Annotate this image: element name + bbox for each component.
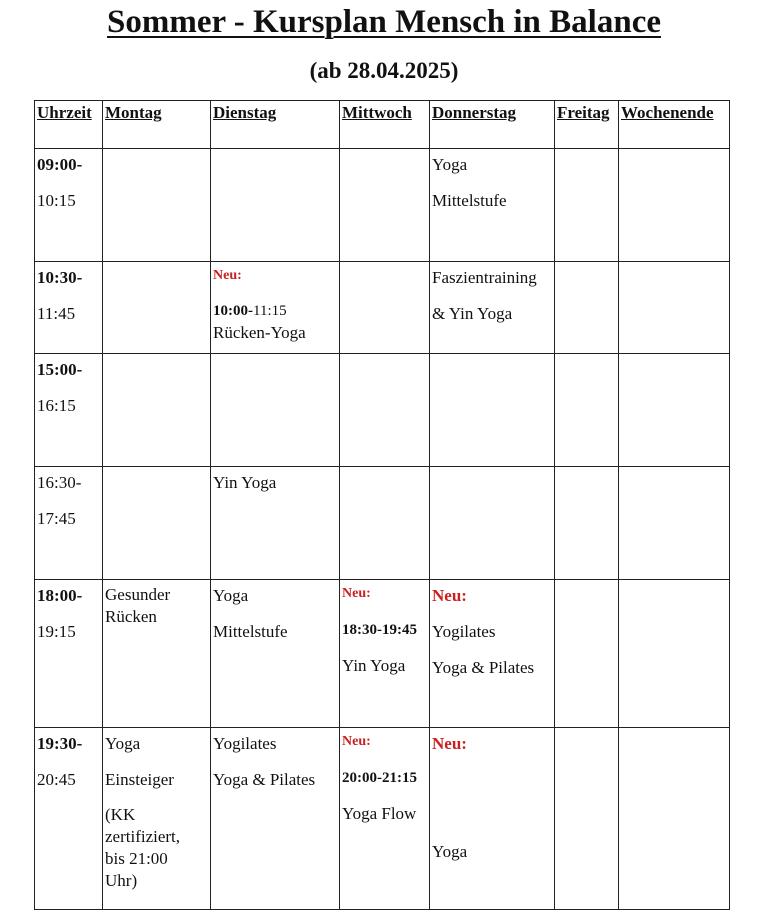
- new-label: Neu:: [432, 734, 467, 753]
- cell-friday: [555, 354, 619, 467]
- cell-tuesday: [211, 149, 340, 262]
- cell-monday: [103, 262, 211, 354]
- cell-tuesday: Yin Yoga: [211, 467, 340, 580]
- page-subtitle: (ab 28.04.2025): [309, 58, 459, 83]
- cell-friday: [555, 728, 619, 910]
- cell-weekend: [619, 262, 730, 354]
- time-cell: 19:30- 20:45: [35, 728, 103, 910]
- header-monday: Montag: [103, 101, 211, 149]
- cell-friday: [555, 580, 619, 728]
- time-cell: 10:30- 11:45: [35, 262, 103, 354]
- new-label: Neu:: [342, 586, 371, 601]
- cell-thursday: Neu: Yogilates Yoga & Pilates: [430, 580, 555, 728]
- cell-monday: [103, 354, 211, 467]
- time-cell: 16:30- 17:45: [35, 467, 103, 580]
- cell-tuesday: [211, 354, 340, 467]
- cell-tuesday: Yoga Mittelstufe: [211, 580, 340, 728]
- header-row: [35, 101, 730, 149]
- cell-wednesday: Neu: 20:00-21:15 Yoga Flow: [340, 728, 430, 910]
- cell-wednesday: [340, 262, 430, 354]
- cell-friday: [555, 262, 619, 354]
- header-wednesday: Mittwoch: [340, 101, 430, 149]
- table-row: [35, 262, 730, 354]
- cell-wednesday: [340, 467, 430, 580]
- cell-monday: Yoga Einsteiger (KK zertifiziert, bis 21:00 Uhr): [103, 728, 211, 910]
- cell-thursday: Yoga Mittelstufe: [430, 149, 555, 262]
- cell-weekend: [619, 728, 730, 910]
- table-row: [35, 728, 730, 910]
- cell-monday: Gesunder Rücken: [103, 580, 211, 728]
- cell-monday: [103, 149, 211, 262]
- new-label: Neu:: [432, 586, 467, 605]
- cell-weekend: [619, 354, 730, 467]
- header-tuesday: Dienstag: [211, 101, 340, 149]
- course-schedule-table: [34, 100, 730, 910]
- table-row: [35, 149, 730, 262]
- cell-thursday: [430, 467, 555, 580]
- time-cell: 18:00- 19:15: [35, 580, 103, 728]
- cell-wednesday: [340, 354, 430, 467]
- page-title: Sommer - Kursplan Mensch in Balance: [107, 4, 661, 40]
- time-cell: 09:00- 10:15: [35, 149, 103, 262]
- header-friday: Freitag: [555, 101, 619, 149]
- header-weekend: Wochenende: [619, 101, 730, 149]
- cell-weekend: [619, 467, 730, 580]
- cell-friday: [555, 149, 619, 262]
- cell-wednesday: Neu: 18:30-19:45 Yin Yoga: [340, 580, 430, 728]
- time-cell: 15:00- 16:15: [35, 354, 103, 467]
- table-row: [35, 580, 730, 728]
- table-row: [35, 354, 730, 467]
- header-time: Uhrzeit: [35, 101, 103, 149]
- cell-thursday: [430, 354, 555, 467]
- cell-tuesday: Neu: 10:00-11:15 Rücken-Yoga: [211, 262, 340, 354]
- header-thursday: Donnerstag: [430, 101, 555, 149]
- table-row: [35, 467, 730, 580]
- cell-thursday: Neu: Yoga: [430, 728, 555, 910]
- cell-thursday: Faszientraining & Yin Yoga: [430, 262, 555, 354]
- cell-weekend: [619, 580, 730, 728]
- cell-tuesday: Yogilates Yoga & Pilates: [211, 728, 340, 910]
- cell-friday: [555, 467, 619, 580]
- cell-monday: [103, 467, 211, 580]
- new-label: Neu:: [342, 734, 371, 749]
- new-label: Neu:: [213, 268, 242, 283]
- cell-weekend: [619, 149, 730, 262]
- cell-wednesday: [340, 149, 430, 262]
